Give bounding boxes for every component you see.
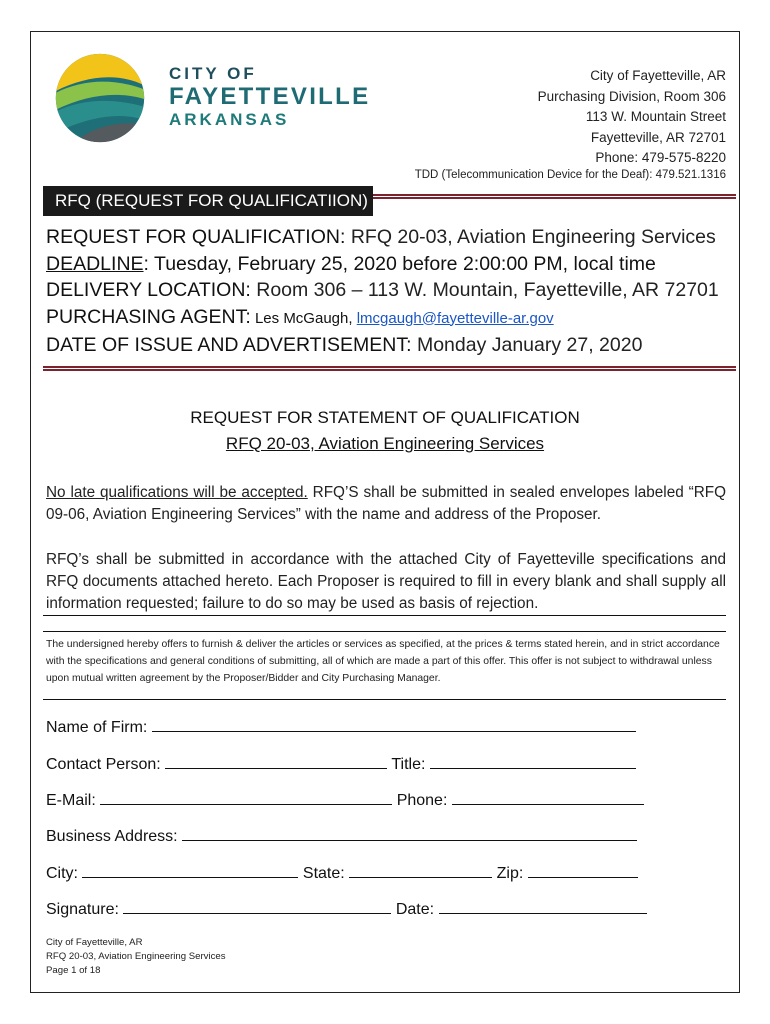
logo-fayetteville: FAYETTEVILLE <box>169 83 371 110</box>
firm-name-row <box>46 716 636 738</box>
header-divider <box>43 366 736 371</box>
signature-label: Signature: <box>46 901 119 918</box>
city-row <box>46 862 638 884</box>
banner-divider <box>373 194 736 199</box>
section-subtitle: RFQ 20-03, Aviation Engineering Services <box>225 434 545 453</box>
address-block <box>538 66 726 169</box>
business-address-field[interactable] <box>182 825 637 841</box>
late-submission-paragraph <box>46 482 726 526</box>
signature-field[interactable] <box>123 898 391 914</box>
contact-person-label: Contact Person: <box>46 756 161 773</box>
address-row <box>46 825 637 847</box>
state-label: State: <box>302 865 345 882</box>
issue-line <box>46 332 736 359</box>
delivery-value: Room 306 – 113 W. Mountain, Fayetteville, AR 72701 <box>250 279 719 301</box>
agent-name: Les McGaugh, <box>250 309 357 327</box>
business-address-label: Business Address: <box>46 828 178 845</box>
logo-wordmark <box>169 65 370 130</box>
divider <box>43 631 726 632</box>
document-page <box>30 31 740 993</box>
rfq-label: REQUEST FOR QUALIFICATION: <box>46 226 346 248</box>
address-line: 113 W. Mountain Street <box>585 109 726 124</box>
tdd-line: TDD (Telecommunication Device for the Deaf): 479.521.1316 <box>414 169 726 181</box>
city-field[interactable] <box>82 862 298 878</box>
logo-city-of: CITY OF <box>169 64 257 83</box>
phone-label: Phone: <box>396 792 448 809</box>
date-field[interactable] <box>439 898 647 914</box>
delivery-label: DELIVERY LOCATION: <box>46 279 251 301</box>
firm-name-field[interactable] <box>152 716 636 732</box>
footer-line: RFQ 20-03, Aviation Engineering Services <box>46 951 226 962</box>
divider <box>43 699 726 700</box>
zip-label: Zip: <box>496 865 524 882</box>
agent-label: PURCHASING AGENT: <box>46 305 251 328</box>
phone-field[interactable] <box>452 789 644 805</box>
header-info <box>46 224 736 359</box>
agent-line <box>46 304 736 333</box>
contact-row <box>46 753 636 775</box>
issue-value: Monday January 27, 2020 <box>411 334 643 356</box>
address-line: Fayetteville, AR 72701 <box>590 129 726 145</box>
zip-field[interactable] <box>528 862 638 878</box>
title-label: Title: <box>391 756 426 773</box>
signature-row <box>46 898 647 920</box>
state-field[interactable] <box>349 862 492 878</box>
rfq-banner: RFQ (REQUEST FOR QUALIFICATIION) <box>43 186 373 216</box>
offer-statement: The undersigned hereby offers to furnish & deliver the articles or services as specified, at the prices & terms stated herein, and in strict accordance with the specifications and general conditions of submitting, all of which are made a part of this offer. This offer is not subject to withdrawal unless upon mutual written agreement by the Proposer/Bidder and City Purchasing Manager. <box>46 639 720 684</box>
rfq-value: RFQ 20-03, Aviation Engineering Services <box>345 226 716 248</box>
logo-arkansas: ARKANSAS <box>169 110 290 129</box>
date-label: Date: <box>395 901 435 918</box>
page-number: Page 1 of 18 <box>46 965 101 976</box>
email-row <box>46 789 644 811</box>
deadline-label: DEADLINE <box>46 252 144 275</box>
requirements-paragraph: RFQ’s shall be submitted in accordance with the attached City of Fayetteville specifications and RFQ documents attached hereto. Each Proposer is required to fill in every blank and shall supply all information requested; failure to do so may be used as basis of rejection. <box>46 551 726 612</box>
email-field[interactable] <box>100 789 392 805</box>
firm-name-label: Name of Firm: <box>46 719 148 736</box>
address-line: City of Fayetteville, AR <box>590 68 726 83</box>
contact-person-field[interactable] <box>165 753 387 769</box>
agent-email-link[interactable]: lmcgaugh@fayetteville-ar.gov <box>356 309 554 327</box>
address-line: Purchasing Division, Room 306 <box>537 88 726 104</box>
email-label: E-Mail: <box>46 792 96 809</box>
footer-line: City of Fayetteville, AR <box>46 937 143 948</box>
city-label: City: <box>46 865 78 882</box>
submission-instructions: RFQ’S shall be submitted in sealed envelopes labeled “RFQ 09-06, Aviation Engineering Services” with the name and address of the Proposer. <box>46 484 727 523</box>
late-warning: No late qualifications will be accepted. <box>46 484 308 501</box>
delivery-line <box>46 277 736 304</box>
section-title-block <box>31 405 739 457</box>
section-title: REQUEST FOR STATEMENT OF QUALIFICATION <box>190 408 580 427</box>
rfq-line <box>46 224 736 251</box>
issue-label: DATE OF ISSUE AND ADVERTISEMENT: <box>46 334 412 356</box>
address-phone: Phone: 479-575-8220 <box>595 150 726 165</box>
title-field[interactable] <box>430 753 636 769</box>
deadline-line <box>46 251 736 278</box>
city-logo-icon <box>53 51 147 145</box>
page-footer <box>46 936 226 978</box>
deadline-value: : Tuesday, February 25, 2020 before 2:00:00 PM, local time <box>143 252 656 275</box>
divider <box>43 615 726 616</box>
